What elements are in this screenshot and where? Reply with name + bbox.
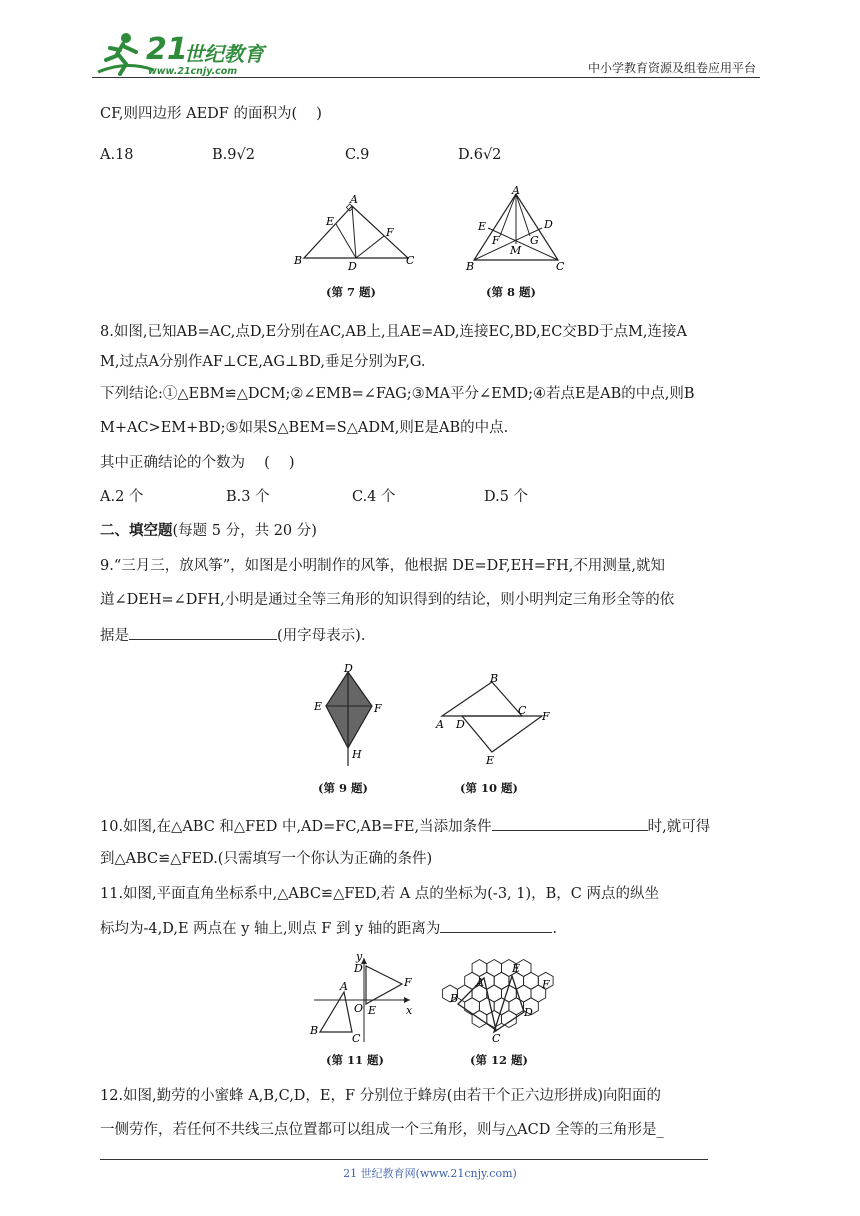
figure-11-caption: (第 11 题) [326, 1053, 384, 1067]
logo [96, 30, 266, 76]
fig12-label-c: C [492, 1032, 501, 1045]
section-2-heading [100, 521, 317, 541]
fig10-label-f: F [542, 710, 550, 723]
fig12-label-a: A [476, 976, 484, 989]
q11-line-2-start: 标均为-4,D,E 两点在 y 轴上,则点 F 到 y 轴的距离为 [100, 921, 441, 937]
q10-line-1-start: 10.如图,在△ABC 和△FED 中,AD=FC,AB=FE,当添加条件 [100, 819, 492, 835]
q9-line-3 [100, 625, 365, 646]
figure-8-caption: (第 8 题) [486, 285, 536, 299]
q7-option-c: C.9 [345, 147, 370, 163]
q9-line-3-end: (用字母表示). [277, 628, 366, 644]
fig8-label-m: M [510, 244, 522, 257]
q7-option-b: B.9√2 [212, 147, 255, 163]
q7-option-a: A.18 [100, 147, 134, 163]
fig11-label-b: B [310, 1024, 319, 1037]
figure-7 [290, 192, 420, 282]
figure-8 [462, 184, 572, 280]
header-right-text: 中小学教育资源及组卷应用平台 [587, 61, 756, 75]
q11-line-2 [100, 918, 557, 939]
fig12-label-d: D [524, 1006, 533, 1019]
section-2-note: (每题 5 分，共 20 分) [172, 523, 317, 539]
fig10-label-a: A [436, 718, 444, 731]
header-rule [92, 77, 760, 78]
logo-cn: 世纪教育 [184, 42, 264, 66]
q10-line-2: 到△ABC≌△FED.(只需填写一个你认为正确的条件) [100, 851, 433, 867]
section-2-title: 二、填空题 [100, 522, 173, 539]
q7-stem: CF,则四边形 AEDF 的面积为( ) [100, 106, 322, 122]
fig7-label-c: C [406, 254, 415, 267]
q8-line-1: 8.如图,已知AB=AC,点D,E分别在AC,AB上,且AE=AD,连接EC,BD,EC交BD于点M,连接A [100, 324, 688, 340]
fig8-label-g: G [530, 234, 539, 247]
q8-line-2: M,过点A分别作AF⊥CE,AG⊥BD,垂足分别为F,G. [100, 354, 426, 370]
fig7-label-e: E [326, 215, 335, 228]
fig11-label-a: A [340, 980, 348, 993]
fig7-label-f: F [386, 226, 394, 239]
fig12-label-b: B [450, 992, 459, 1005]
q12-line-1: 12.如图,勤劳的小蜜蜂 A,B,C,D，E，F 分别位于蜂房(由若干个正六边形拼成)向阳面的 [100, 1088, 662, 1104]
fig7-label-a: A [350, 193, 358, 206]
q8-line-5: 其中正确结论的个数为 ( ) [100, 455, 295, 471]
fig7-label-b: B [294, 254, 303, 267]
q9-line-2: 道∠DEH=∠DFH,小明是通过全等三角形的知识得到的结论，则小明判定三角形全等的依 [100, 592, 675, 608]
fig10-label-c: C [518, 704, 527, 717]
logo-url: www.21cnjy.com [148, 66, 238, 77]
q7-option-d: D.6√2 [458, 147, 502, 163]
footer-text: 21 世纪教育网(www.21cnjy.com) [343, 1167, 517, 1180]
fig8-label-f: F [492, 234, 500, 247]
q8-option-a: A.2 个 [100, 489, 144, 505]
fig10-label-e: E [486, 754, 495, 767]
figure-9 [306, 662, 386, 774]
fig8-label-a: A [512, 184, 520, 197]
q8-line-3: 下列结论:①△EBM≌△DCM;②∠EMB=∠FAG;③MA平分∠EMD;④若点E是AB的中点,则B [100, 386, 695, 402]
fig8-label-c: C [556, 260, 565, 273]
q10-line-1-end: 时,就可得 [647, 819, 711, 835]
fig11-label-f: F [404, 976, 412, 989]
q10-line-1 [100, 816, 710, 837]
fig9-label-f: F [374, 702, 382, 715]
figure-12 [440, 956, 560, 1048]
figure-7-caption: (第 7 题) [326, 285, 376, 299]
fig10-label-b: B [490, 672, 499, 685]
fig8-label-b: B [466, 260, 475, 273]
fig9-label-d: D [344, 662, 353, 675]
fig11-label-y: y [356, 952, 363, 963]
q11-line-1: 11.如图,平面直角坐标系中,△ABC≌△FED,若 A 点的坐标为(-3, 1)，B，C 两点的纵坐 [100, 886, 660, 902]
q8-option-d: D.5 个 [484, 489, 529, 505]
q9-line-3-start: 据是 [100, 628, 129, 644]
fig8-label-d: D [544, 218, 553, 231]
q9-answer-blank[interactable] [129, 625, 277, 640]
q8-line-4: M+AC>EM+BD;⑤如果S△BEM=S△ADM,则E是AB的中点. [100, 420, 509, 436]
q11-answer-blank[interactable] [440, 918, 552, 933]
fig12-label-f: F [542, 978, 550, 991]
q8-option-b: B.3 个 [226, 489, 270, 505]
q11-line-2-end: . [552, 921, 557, 937]
fig7-label-d: D [348, 260, 357, 273]
fig11-label-o: O [354, 1002, 364, 1015]
q10-answer-blank[interactable] [492, 816, 648, 831]
fig12-label-e: E [512, 962, 521, 975]
footer-rule [100, 1159, 708, 1160]
q9-line-1: 9.“三月三，放风筝”，如图是小明制作的风筝，他根据 DE=DF,EH=FH,不用测量,就知 [100, 558, 665, 574]
fig8-label-e: E [478, 220, 487, 233]
fig11-label-e: E [368, 1004, 377, 1017]
fig9-label-e: E [314, 700, 323, 713]
fig11-label-c: C [352, 1032, 361, 1045]
figure-12-caption: (第 12 题) [470, 1053, 528, 1067]
figure-9-caption: (第 9 题) [318, 781, 368, 795]
fig10-label-d: D [456, 718, 465, 731]
figure-10-caption: (第 10 题) [460, 781, 518, 795]
fig11-label-x: x [406, 1004, 413, 1017]
fig9-label-h: H [352, 748, 362, 761]
logo-number: 21 [146, 32, 188, 67]
fig11-label-d: D [354, 962, 363, 975]
figure-10 [432, 670, 558, 770]
figure-11 [306, 952, 418, 1046]
q8-option-c: C.4 个 [352, 489, 396, 505]
q12-line-2: 一侧劳作，若任何不共线三点位置都可以组成一个三角形，则与△ACD 全等的三角形是_ [100, 1122, 664, 1138]
